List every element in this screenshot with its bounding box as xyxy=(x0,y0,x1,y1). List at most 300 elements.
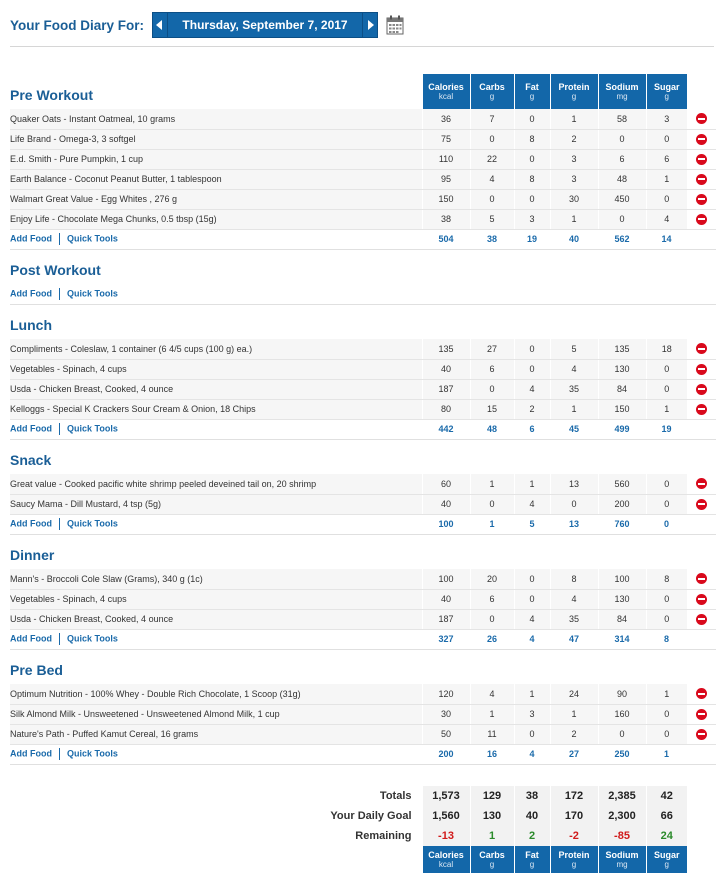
meal-title: Snack xyxy=(10,452,52,468)
food-sodium: 160 xyxy=(598,704,646,724)
food-carbs: 0 xyxy=(470,494,514,514)
food-sodium: 130 xyxy=(598,589,646,609)
food-sugar: 3 xyxy=(646,109,687,129)
food-calories: 110 xyxy=(422,149,470,169)
header-divider xyxy=(10,46,714,47)
link-separator xyxy=(59,423,60,435)
meal-header-post-workout xyxy=(10,249,716,284)
delete-icon[interactable] xyxy=(696,154,707,165)
food-carbs: 5 xyxy=(470,209,514,229)
meal-total-calories: 200 xyxy=(422,744,470,764)
totals-carbs: 129 xyxy=(470,786,514,806)
delete-icon[interactable] xyxy=(696,134,707,145)
food-carbs: 27 xyxy=(470,339,514,359)
meal-title: Post Workout xyxy=(10,262,101,278)
delete-icon[interactable] xyxy=(696,343,707,354)
meal-actions xyxy=(10,744,422,764)
column-unit: g xyxy=(529,91,535,101)
delete-icon[interactable] xyxy=(696,573,707,584)
food-sodium: 450 xyxy=(598,189,646,209)
meal-total-sugar: 8 xyxy=(646,629,687,649)
link-separator xyxy=(59,288,60,300)
food-carbs: 22 xyxy=(470,149,514,169)
meal-header-spacer xyxy=(687,649,716,684)
delete-food-cell xyxy=(687,494,716,514)
column-name: Fat xyxy=(525,849,539,860)
food-name[interactable]: Mann's - Broccoli Cole Slaw (Grams), 340 g (1c) xyxy=(10,569,422,589)
food-name[interactable]: Usda - Chicken Breast, Cooked, 4 ounce xyxy=(10,379,422,399)
column-header-sodium xyxy=(598,74,646,109)
food-row[interactable] xyxy=(10,209,716,229)
meal-total-empty xyxy=(422,284,687,304)
food-row[interactable] xyxy=(10,589,716,609)
add-food-link[interactable]: Add Food xyxy=(10,288,52,299)
food-protein: 2 xyxy=(550,724,598,744)
food-protein: 8 xyxy=(550,569,598,589)
delete-icon[interactable] xyxy=(696,404,707,415)
column-name: Sugar xyxy=(653,81,680,92)
food-carbs: 15 xyxy=(470,399,514,419)
meal-header-spacer xyxy=(687,534,716,569)
column-header-carbs xyxy=(470,74,514,109)
food-sugar: 8 xyxy=(646,569,687,589)
food-row[interactable] xyxy=(10,684,716,704)
meal-footer-snack xyxy=(10,514,716,534)
quick-tools-link[interactable]: Quick Tools xyxy=(67,233,118,244)
meal-header-spacer xyxy=(422,439,687,474)
food-fat: 0 xyxy=(514,339,550,359)
food-sugar: 0 xyxy=(646,379,687,399)
food-protein: 0 xyxy=(550,494,598,514)
food-fat: 0 xyxy=(514,149,550,169)
totals-row xyxy=(10,786,716,806)
summary-spacer xyxy=(687,806,716,826)
quick-tools-link[interactable]: Quick Tools xyxy=(67,288,118,299)
food-protein: 35 xyxy=(550,379,598,399)
meal-footer-spacer xyxy=(687,514,716,534)
totals-spacer xyxy=(10,764,716,786)
totals-spacer-cell xyxy=(10,764,716,786)
column-header-protein xyxy=(550,74,598,109)
totals-calories: 1,573 xyxy=(422,786,470,806)
food-sodium: 0 xyxy=(598,209,646,229)
daily-goal-calories: 1,560 xyxy=(422,806,470,826)
link-separator xyxy=(59,518,60,530)
column-header-fat xyxy=(514,74,550,109)
food-carbs: 0 xyxy=(470,189,514,209)
column-name: Sodium xyxy=(605,81,639,92)
column-unit: g xyxy=(571,859,577,869)
delete-food-cell xyxy=(687,149,716,169)
food-name[interactable]: E.d. Smith - Pure Pumpkin, 1 cup xyxy=(10,149,422,169)
food-carbs: 6 xyxy=(470,589,514,609)
food-name[interactable]: Earth Balance - Coconut Peanut Butter, 1 tablespoon xyxy=(10,169,422,189)
food-protein: 1 xyxy=(550,704,598,724)
food-sugar: 1 xyxy=(646,684,687,704)
food-sodium: 48 xyxy=(598,169,646,189)
delete-icon[interactable] xyxy=(696,614,707,625)
food-calories: 36 xyxy=(422,109,470,129)
food-calories: 135 xyxy=(422,339,470,359)
food-diary-table xyxy=(10,74,716,873)
delete-icon[interactable] xyxy=(696,214,707,225)
food-fat: 3 xyxy=(514,209,550,229)
food-sodium: 200 xyxy=(598,494,646,514)
food-calories: 40 xyxy=(422,589,470,609)
meal-total-protein: 40 xyxy=(550,229,598,249)
meal-total-sugar: 19 xyxy=(646,419,687,439)
remaining-protein: -2 xyxy=(550,826,598,846)
quick-tools-link[interactable]: Quick Tools xyxy=(67,423,118,434)
column-unit: g xyxy=(529,859,535,869)
food-sugar: 0 xyxy=(646,359,687,379)
meal-total-sodium: 250 xyxy=(598,744,646,764)
meal-total-sugar: 14 xyxy=(646,229,687,249)
food-name[interactable]: Walmart Great Value - Egg Whites , 276 g xyxy=(10,189,422,209)
food-fat: 1 xyxy=(514,474,550,494)
meal-total-calories: 100 xyxy=(422,514,470,534)
summary-spacer xyxy=(687,826,716,846)
meal-total-carbs: 1 xyxy=(470,514,514,534)
food-sodium: 135 xyxy=(598,339,646,359)
daily-goal-carbs: 130 xyxy=(470,806,514,826)
link-separator xyxy=(59,748,60,760)
food-fat: 2 xyxy=(514,399,550,419)
delete-icon[interactable] xyxy=(696,364,707,375)
food-name[interactable]: Quaker Oats - Instant Oatmeal, 10 grams xyxy=(10,109,422,129)
food-row[interactable] xyxy=(10,189,716,209)
food-fat: 8 xyxy=(514,129,550,149)
food-sodium: 100 xyxy=(598,569,646,589)
food-protein: 1 xyxy=(550,209,598,229)
food-name[interactable]: Vegetables - Spinach, 4 cups xyxy=(10,359,422,379)
food-sugar: 18 xyxy=(646,339,687,359)
food-row[interactable] xyxy=(10,704,716,724)
meal-title: Pre Workout xyxy=(10,87,93,103)
meal-footer-spacer xyxy=(687,284,716,304)
column-name: Carbs xyxy=(479,81,505,92)
delete-icon[interactable] xyxy=(696,113,707,124)
food-name[interactable]: Compliments - Coleslaw, 1 container (6 4/5 cups (100 g) ea.) xyxy=(10,339,422,359)
meal-total-sugar: 1 xyxy=(646,744,687,764)
column-name: Sugar xyxy=(653,849,680,860)
delete-food-cell xyxy=(687,684,716,704)
delete-icon[interactable] xyxy=(696,384,707,395)
column-name: Protein xyxy=(558,849,590,860)
remaining-calories: -13 xyxy=(422,826,470,846)
quick-tools-link[interactable]: Quick Tools xyxy=(67,518,118,529)
food-sugar: 0 xyxy=(646,189,687,209)
meal-total-protein: 13 xyxy=(550,514,598,534)
meal-title: Dinner xyxy=(10,547,55,563)
food-calories: 60 xyxy=(422,474,470,494)
delete-food-cell xyxy=(687,339,716,359)
delete-food-cell xyxy=(687,724,716,744)
food-row[interactable] xyxy=(10,169,716,189)
column-name: Calories xyxy=(428,849,464,860)
meal-total-carbs: 26 xyxy=(470,629,514,649)
food-fat: 0 xyxy=(514,109,550,129)
daily-goal-row xyxy=(10,806,716,826)
food-name[interactable]: Nature's Path - Puffed Kamut Cereal, 16 grams xyxy=(10,724,422,744)
food-row[interactable] xyxy=(10,569,716,589)
food-name[interactable]: Kelloggs - Special K Crackers Sour Cream & Onion, 18 Chips xyxy=(10,399,422,419)
food-carbs: 6 xyxy=(470,359,514,379)
column-name: Calories xyxy=(428,81,464,92)
remaining-sugar: 24 xyxy=(646,826,687,846)
food-protein: 3 xyxy=(550,169,598,189)
meal-footer-lunch xyxy=(10,419,716,439)
delete-food-cell xyxy=(687,704,716,724)
delete-icon[interactable] xyxy=(696,499,707,510)
quick-tools-link[interactable]: Quick Tools xyxy=(67,633,118,644)
column-header-calories xyxy=(422,74,470,109)
food-sodium: 560 xyxy=(598,474,646,494)
food-row[interactable] xyxy=(10,399,716,419)
food-diary xyxy=(10,74,716,873)
food-name[interactable]: Great value - Cooked pacific white shrimp peeled deveined tail on, 20 shrimp xyxy=(10,474,422,494)
food-protein: 1 xyxy=(550,399,598,419)
food-protein: 3 xyxy=(550,149,598,169)
food-row[interactable] xyxy=(10,339,716,359)
column-unit: kcal xyxy=(438,859,454,869)
meal-actions xyxy=(10,284,422,304)
meal-total-sodium: 760 xyxy=(598,514,646,534)
food-row[interactable] xyxy=(10,129,716,149)
food-sodium: 150 xyxy=(598,399,646,419)
add-food-link[interactable]: Add Food xyxy=(10,748,52,759)
totals-fat: 38 xyxy=(514,786,550,806)
meal-total-protein: 47 xyxy=(550,629,598,649)
food-carbs: 0 xyxy=(470,609,514,629)
food-fat: 0 xyxy=(514,189,550,209)
food-calories: 150 xyxy=(422,189,470,209)
delete-icon[interactable] xyxy=(696,729,707,740)
delete-food-cell xyxy=(687,209,716,229)
delete-icon[interactable] xyxy=(696,709,707,720)
meal-header-lunch xyxy=(10,304,716,339)
meal-footer-post-workout xyxy=(10,284,716,304)
meal-header-pre-bed xyxy=(10,649,716,684)
meal-header-spacer xyxy=(422,304,687,339)
previous-day-button[interactable] xyxy=(152,12,168,38)
food-sugar: 0 xyxy=(646,724,687,744)
meal-total-fat: 4 xyxy=(514,629,550,649)
add-food-link[interactable]: Add Food xyxy=(10,423,52,434)
meal-header-snack xyxy=(10,439,716,474)
meal-header-dinner xyxy=(10,534,716,569)
delete-food-cell xyxy=(687,169,716,189)
column-unit: kcal xyxy=(438,91,454,101)
delete-food-cell xyxy=(687,129,716,149)
food-name[interactable]: Life Brand - Omega-3, 3 softgel xyxy=(10,129,422,149)
food-row[interactable] xyxy=(10,609,716,629)
add-food-link[interactable]: Add Food xyxy=(10,233,52,244)
food-calories: 187 xyxy=(422,609,470,629)
meal-actions xyxy=(10,419,422,439)
food-carbs: 4 xyxy=(470,169,514,189)
food-protein: 24 xyxy=(550,684,598,704)
food-calories: 38 xyxy=(422,209,470,229)
delete-food-cell xyxy=(687,399,716,419)
food-protein: 4 xyxy=(550,589,598,609)
food-sodium: 84 xyxy=(598,379,646,399)
delete-food-cell xyxy=(687,474,716,494)
meal-total-fat: 6 xyxy=(514,419,550,439)
meal-header-spacer xyxy=(687,439,716,474)
remaining-label: Remaining xyxy=(355,830,412,842)
food-sodium: 6 xyxy=(598,149,646,169)
meal-total-carbs: 16 xyxy=(470,744,514,764)
food-sugar: 0 xyxy=(646,494,687,514)
food-fat: 0 xyxy=(514,589,550,609)
column-name: Protein xyxy=(558,81,590,92)
delete-icon[interactable] xyxy=(696,174,707,185)
delete-food-cell xyxy=(687,359,716,379)
food-sugar: 1 xyxy=(646,169,687,189)
food-fat: 4 xyxy=(514,609,550,629)
food-calories: 30 xyxy=(422,704,470,724)
food-sugar: 0 xyxy=(646,474,687,494)
delete-icon[interactable] xyxy=(696,594,707,605)
meal-footer-spacer xyxy=(687,229,716,249)
food-sugar: 4 xyxy=(646,209,687,229)
food-carbs: 1 xyxy=(470,474,514,494)
food-name[interactable]: Vegetables - Spinach, 4 cups xyxy=(10,589,422,609)
daily-goal-sodium: 2,300 xyxy=(598,806,646,826)
food-row[interactable] xyxy=(10,109,716,129)
meal-total-protein: 27 xyxy=(550,744,598,764)
diary-date-header xyxy=(10,12,404,38)
remaining-row xyxy=(10,826,716,846)
column-header-sugar xyxy=(646,74,687,109)
daily-goal-sugar: 66 xyxy=(646,806,687,826)
daily-goal-label: Your Daily Goal xyxy=(330,810,412,822)
food-fat: 1 xyxy=(514,684,550,704)
meal-header-spacer xyxy=(422,534,687,569)
food-name[interactable]: Silk Almond Milk - Unsweetened - Unsweetened Almond Milk, 1 cup xyxy=(10,704,422,724)
add-food-link[interactable]: Add Food xyxy=(10,518,52,529)
food-calories: 50 xyxy=(422,724,470,744)
food-sugar: 0 xyxy=(646,589,687,609)
food-sugar: 0 xyxy=(646,129,687,149)
food-calories: 40 xyxy=(422,494,470,514)
delete-food-cell xyxy=(687,569,716,589)
column-unit: g xyxy=(489,859,495,869)
chevron-left-icon xyxy=(156,20,164,30)
meal-total-sodium: 499 xyxy=(598,419,646,439)
meal-total-carbs: 48 xyxy=(470,419,514,439)
delete-food-cell xyxy=(687,109,716,129)
food-sugar: 0 xyxy=(646,704,687,724)
calendar-icon xyxy=(386,15,404,35)
food-carbs: 0 xyxy=(470,129,514,149)
food-name[interactable]: Usda - Chicken Breast, Cooked, 4 ounce xyxy=(10,609,422,629)
daily-goal-fat: 40 xyxy=(514,806,550,826)
quick-tools-link[interactable]: Quick Tools xyxy=(67,748,118,759)
meal-actions xyxy=(10,629,422,649)
meal-total-fat: 5 xyxy=(514,514,550,534)
food-row[interactable] xyxy=(10,494,716,514)
meal-total-sugar: 0 xyxy=(646,514,687,534)
food-sugar: 0 xyxy=(646,609,687,629)
chevron-right-icon xyxy=(366,20,374,30)
link-separator xyxy=(59,633,60,645)
delete-icon[interactable] xyxy=(696,688,707,699)
column-name: Sodium xyxy=(605,849,639,860)
food-sodium: 130 xyxy=(598,359,646,379)
food-row[interactable] xyxy=(10,149,716,169)
food-carbs: 0 xyxy=(470,379,514,399)
diary-title: Your Food Diary For: xyxy=(10,17,144,33)
food-calories: 100 xyxy=(422,569,470,589)
next-day-button[interactable] xyxy=(362,12,378,38)
food-calories: 95 xyxy=(422,169,470,189)
meal-total-calories: 327 xyxy=(422,629,470,649)
meal-total-sodium: 562 xyxy=(598,229,646,249)
food-carbs: 11 xyxy=(470,724,514,744)
food-name[interactable]: Optimum Nutrition - 100% Whey - Double Rich Chocolate, 1 Scoop (31g) xyxy=(10,684,422,704)
food-calories: 80 xyxy=(422,399,470,419)
food-calories: 75 xyxy=(422,129,470,149)
food-sodium: 0 xyxy=(598,129,646,149)
food-row[interactable] xyxy=(10,379,716,399)
food-row[interactable] xyxy=(10,359,716,379)
food-carbs: 1 xyxy=(470,704,514,724)
delete-icon[interactable] xyxy=(696,478,707,489)
food-sodium: 58 xyxy=(598,109,646,129)
column-unit: mg xyxy=(616,91,628,101)
food-fat: 0 xyxy=(514,724,550,744)
column-unit: g xyxy=(664,91,669,101)
food-sodium: 90 xyxy=(598,684,646,704)
food-calories: 40 xyxy=(422,359,470,379)
column-unit: g xyxy=(664,859,669,869)
meal-footer-spacer xyxy=(687,629,716,649)
column-unit: mg xyxy=(616,859,628,869)
meal-total-calories: 442 xyxy=(422,419,470,439)
delete-food-cell xyxy=(687,609,716,629)
food-fat: 8 xyxy=(514,169,550,189)
totals-protein: 172 xyxy=(550,786,598,806)
totals-sodium: 2,385 xyxy=(598,786,646,806)
meal-total-fat: 19 xyxy=(514,229,550,249)
food-fat: 4 xyxy=(514,379,550,399)
food-row[interactable] xyxy=(10,724,716,744)
remaining-fat: 2 xyxy=(514,826,550,846)
meal-header-spacer xyxy=(687,74,716,109)
food-name[interactable]: Saucy Mama - Dill Mustard, 4 tsp (5g) xyxy=(10,494,422,514)
calendar-button[interactable] xyxy=(386,15,404,35)
food-protein: 4 xyxy=(550,359,598,379)
food-sugar: 6 xyxy=(646,149,687,169)
food-calories: 187 xyxy=(422,379,470,399)
delete-food-cell xyxy=(687,189,716,209)
meal-total-protein: 45 xyxy=(550,419,598,439)
meal-actions xyxy=(10,229,422,249)
food-name[interactable]: Enjoy Life - Chocolate Mega Chunks, 0.5 tbsp (15g) xyxy=(10,209,422,229)
add-food-link[interactable]: Add Food xyxy=(10,633,52,644)
column-unit: g xyxy=(489,91,495,101)
meal-footer-dinner xyxy=(10,629,716,649)
column-name: Carbs xyxy=(479,849,505,860)
food-row[interactable] xyxy=(10,474,716,494)
food-fat: 4 xyxy=(514,494,550,514)
food-calories: 120 xyxy=(422,684,470,704)
delete-icon[interactable] xyxy=(696,194,707,205)
link-separator xyxy=(59,233,60,245)
meal-actions xyxy=(10,514,422,534)
